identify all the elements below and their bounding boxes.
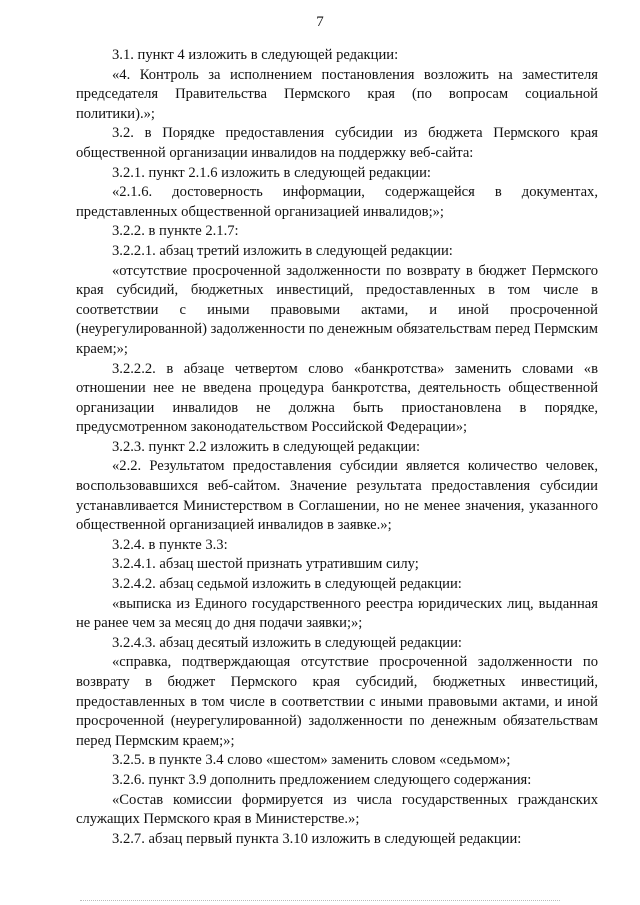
paragraph: «выписка из Единого государственного реестра юридических лиц, выданная не ранее чем за месяц до дня подачи заявки;»; [76,595,598,632]
paragraph: 3.2.2.2. в абзаце четвертом слово «банкротства» заменить словами «в отношении нее не введена процедура банкротства, деятельность общественной организации инвалидов не должна быть приостановлена в порядке, предусмотренном законодательством Российской Федерации»; [76,360,598,436]
paragraph: 3.2.1. пункт 2.1.6 изложить в следующей редакции: [112,164,431,181]
document-body [76,46,598,849]
paragraph: 3.2.6. пункт 3.9 дополнить предложением следующего содержания: [112,771,532,788]
scan-edge-divider [80,900,560,903]
paragraph: 3.2.5. в пункте 3.4 слово «шестом» заменить словом «седьмом»; [112,752,511,769]
paragraph: «2.2. Результатом предоставления субсидии является количество человек, воспользовавшихся веб-сайтом. Значение результата предоставления субсидии устанавливается Министерством в Соглашении, но не менее значения, указанного общественной организацией инвалидов в заявке.»; [76,458,598,534]
paragraph: 3.2.3. пункт 2.2 изложить в следующей редакции: [112,438,421,455]
paragraph: 3.2.4. в пункте 3.3: [112,536,228,553]
paragraph: «4. Контроль за исполнением постановления возложить на заместителя председателя Правительства Пермского края (по вопросам социальной политики).»; [76,66,598,122]
paragraph: 3.2.4.1. абзац шестой признать утратившим силу; [112,556,419,573]
paragraph: 3.2. в Порядке предоставления субсидии из бюджета Пермского края общественной организации инвалидов на поддержку веб-сайта: [76,125,598,161]
paragraph: «справка, подтверждающая отсутствие просроченной задолженности по возврату в бюджет Пермского края субсидий, бюджетных инвестиций, предоставленных в том числе в соответствии с иными правовыми актами, и иной просроченной (неурегулированной) задолженности по денежным обязательствам перед Пермским краем;»; [76,654,598,749]
paragraph: 3.2.4.3. абзац десятый изложить в следующей редакции: [112,634,462,651]
page-number: 7 [316,14,324,30]
paragraph: 3.2.2.1. абзац третий изложить в следующей редакции: [112,242,453,259]
paragraph: «отсутствие просроченной задолженности по возврату в бюджет Пермского края субсидий, бюджетных инвестиций, предоставленных в том числе в соответствии с иными правовыми актами, и иной просроченной (неурегулированной) задолженности по денежным обязательствам перед Пермским краем;»; [76,262,598,357]
paragraph: 3.1. пункт 4 изложить в следующей редакции: [112,47,399,63]
paragraph: 3.2.4.2. абзац седьмой изложить в следующей редакции: [112,576,462,593]
paragraph: 3.2.7. абзац первый пункта 3.10 изложить в следующей редакции: [112,830,522,847]
paragraph: 3.2.2. в пункте 2.1.7: [112,223,239,240]
paragraph: «2.1.6. достоверность информации, содержащейся в документах, представленных общественной организацией инвалидов;»; [76,184,598,220]
paragraph: «Состав комиссии формируется из числа государственных гражданских служащих Пермского края в Министерстве.»; [76,791,598,828]
